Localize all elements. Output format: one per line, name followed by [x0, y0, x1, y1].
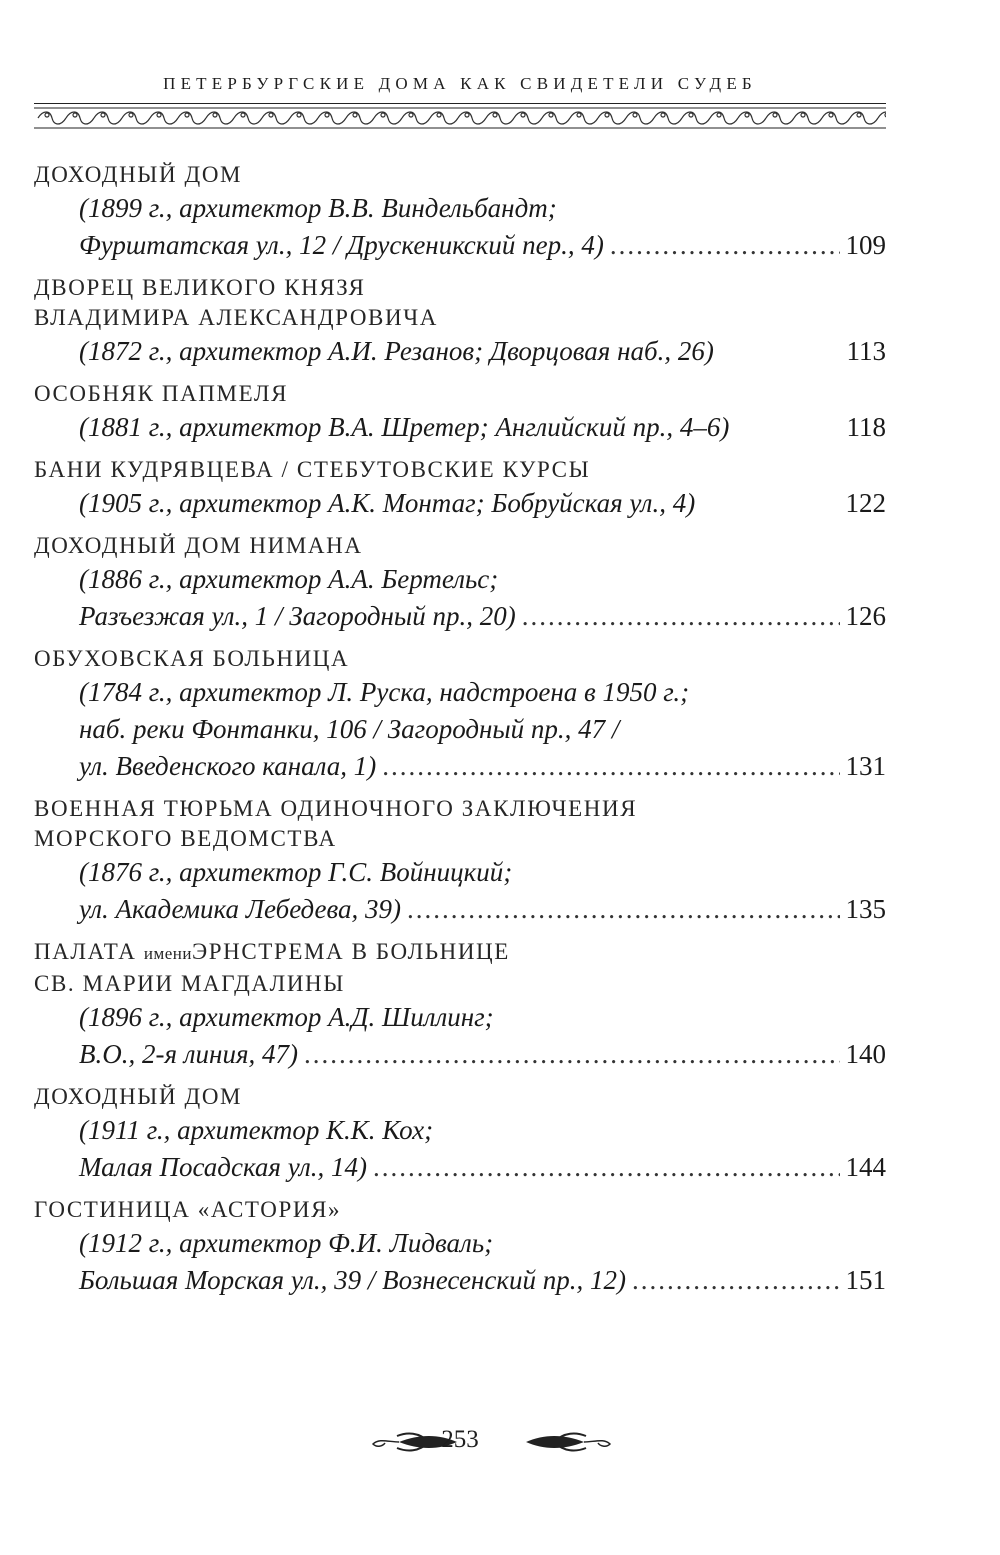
entry-title: ГОСТИНИЦА «АСТОРИЯ»: [34, 1197, 342, 1222]
entry-description: В.О., 2-я линия, 47): [79, 1039, 298, 1069]
table-of-contents: [34, 160, 886, 1308]
header-rule: [34, 103, 886, 104]
page-ref: 135: [845, 894, 886, 924]
entry-description: ул. Введенского канала, 1): [79, 751, 377, 781]
toc-entry: [34, 379, 886, 446]
page-footer: [34, 1422, 886, 1462]
toc-entry: [34, 1082, 886, 1186]
entry-description: (1911 г., архитектор К.К. Кох;: [79, 1115, 434, 1145]
page-ref: 126: [845, 601, 886, 631]
entry-description: Разъезжая ул., 1 / Загородный пр., 20): [79, 601, 516, 631]
entry-description: (1876 г., архитектор Г.С. Войницкий;: [79, 857, 513, 887]
entry-title: МОРСКОГО ВЕДОМСТВА: [34, 826, 337, 851]
dot-leader: [632, 1262, 840, 1299]
toc-entry: [34, 455, 886, 522]
entry-page-line: [34, 1262, 886, 1299]
toc-entry: [34, 273, 886, 370]
dot-leader: [373, 1149, 840, 1186]
entry-page-line: [34, 333, 886, 370]
right-leaf-ornament-icon: [524, 1430, 614, 1454]
entry-description: (1905 г., архитектор А.К. Монтаг; Бобруйская ул., 4): [79, 488, 696, 518]
entry-page-line: [34, 485, 886, 522]
entry-description: (1872 г., архитектор А.И. Резанов; Дворцовая наб., 26): [79, 336, 714, 366]
entry-title: БАНИ КУДРЯВЦЕВА / СТЕБУТОВСКИЕ КУРСЫ: [34, 457, 591, 482]
entry-page-line: [34, 748, 886, 785]
page-ref: 109: [845, 230, 886, 260]
page-number: 253: [441, 1426, 479, 1453]
entry-page-line: [34, 227, 886, 264]
toc-entry: [34, 937, 886, 1073]
entry-description: (1899 г., архитектор В.В. Виндельбандт;: [79, 193, 557, 223]
dot-leader: [610, 227, 840, 264]
dot-leader: [407, 891, 839, 928]
entry-description: (1784 г., архитектор Л. Руска, надстроена в 1950 г.;: [79, 677, 690, 707]
entry-title: ВЛАДИМИРА АЛЕКСАНДРОВИЧА: [34, 305, 438, 330]
entry-page-line: [34, 891, 886, 928]
page-ref: 151: [845, 1265, 886, 1295]
entry-title: ДОХОДНЫЙ ДОМ: [34, 1084, 243, 1109]
page-ref: 118: [846, 412, 886, 442]
entry-page-line: [34, 409, 886, 446]
running-header: ПЕТЕРБУРГСКИЕ ДОМА КАК СВИДЕТЕЛИ СУДЕБ: [163, 74, 757, 93]
dot-leader: [304, 1036, 840, 1073]
page-ref: 113: [846, 336, 886, 366]
entry-title: ДВОРЕЦ ВЕЛИКОГО КНЯЗЯ: [34, 275, 366, 300]
entry-description: ул. Академика Лебедева, 39): [79, 894, 402, 924]
toc-entry: [34, 794, 886, 928]
entry-page-line: [34, 1149, 886, 1186]
entry-description: (1912 г., архитектор Ф.И. Лидваль;: [79, 1228, 494, 1258]
toc-entry: [34, 644, 886, 785]
entry-page-line: [34, 598, 886, 635]
toc-entry: [34, 531, 886, 635]
dot-leader: [382, 748, 839, 785]
entry-title: ПАЛАТА имениЭРНСТРЕМА В БОЛЬНИЦЕ: [34, 939, 510, 964]
page-ref: 131: [845, 751, 886, 781]
toc-entry: [34, 160, 886, 264]
entry-description: наб. реки Фонтанки, 106 / Загородный пр., 47 /: [79, 714, 620, 744]
entry-title: ДОХОДНЫЙ ДОМ: [34, 162, 243, 187]
entry-title: ДОХОДНЫЙ ДОМ НИМАНА: [34, 533, 363, 558]
entry-title: ВОЕННАЯ ТЮРЬМА ОДИНОЧНОГО ЗАКЛЮЧЕНИЯ: [34, 796, 638, 821]
entry-description: Большая Морская ул., 39 / Вознесенский пр., 12): [79, 1265, 626, 1295]
entry-page-line: [34, 1036, 886, 1073]
dot-leader: [522, 598, 840, 635]
entry-description: Фурштатская ул., 12 / Друскеникский пер., 4): [79, 230, 604, 260]
toc-entry: [34, 1195, 886, 1299]
page-ref: 122: [845, 488, 886, 518]
entry-title: ОБУХОВСКАЯ БОЛЬНИЦА: [34, 646, 350, 671]
entry-description: (1896 г., архитектор А.Д. Шиллинг;: [79, 1002, 494, 1032]
entry-description: (1886 г., архитектор А.А. Бертельс;: [79, 564, 499, 594]
entry-title: СВ. МАРИИ МАГДАЛИНЫ: [34, 971, 345, 996]
entry-title: ОСОБНЯК ПАПМЕЛЯ: [34, 381, 289, 406]
page-ref: 144: [845, 1152, 886, 1182]
ornamental-border: [34, 106, 886, 130]
entry-description: (1881 г., архитектор В.А. Шретер; Английский пр., 4–6): [79, 412, 730, 442]
entry-description: Малая Посадская ул., 14): [79, 1152, 367, 1182]
page-ref: 140: [845, 1039, 886, 1069]
